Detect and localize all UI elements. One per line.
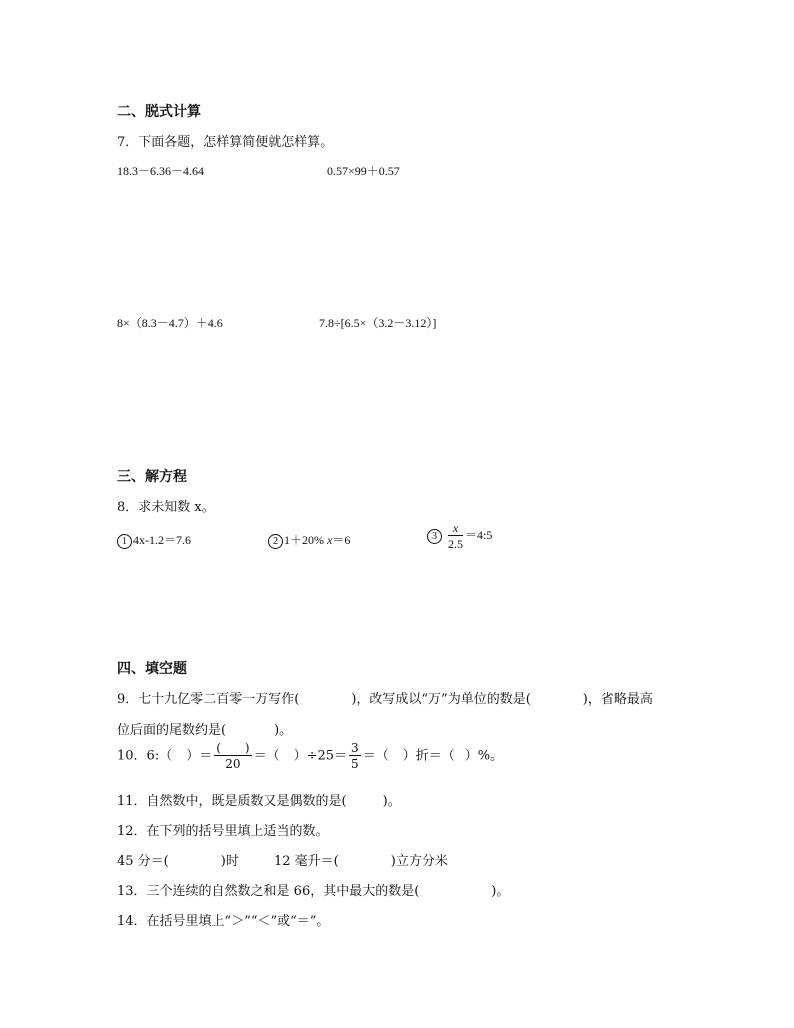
q10-p2: ＝（ bbox=[253, 748, 280, 764]
q9-part-c: )，省略最高 bbox=[582, 692, 653, 707]
equation-8-2 bbox=[268, 531, 350, 549]
fraction-numerator: x bbox=[448, 522, 463, 536]
q9-part-d: 位后面的尾数约是( bbox=[117, 723, 227, 738]
q10-fraction-2 bbox=[349, 742, 361, 770]
question-14-text: 14．在括号里填上“＞”“＜”或“＝”。 bbox=[117, 914, 330, 929]
fraction-denominator: 20 bbox=[225, 757, 241, 771]
question-12-item-1 bbox=[117, 850, 239, 869]
fraction-numerator: ( ) bbox=[216, 741, 250, 755]
fraction-denominator: 2.5 bbox=[448, 537, 463, 551]
equation-8-2-rhs: ＝6 bbox=[332, 533, 351, 547]
equation-8-3 bbox=[427, 522, 492, 550]
q12-item-2-b: )立方分米 bbox=[390, 854, 448, 869]
q10-p1: ）＝ bbox=[186, 748, 213, 764]
q12-item-2-a: 12 毫升＝( bbox=[274, 854, 339, 869]
q9-part-b: )，改写成以“万”为单位的数是( bbox=[351, 692, 531, 707]
q11-part-a: 11．自然数中，既是质数又是偶数的是( bbox=[117, 794, 347, 809]
question-8-text: 8．求未知数 x。 bbox=[117, 500, 215, 515]
equation-8-1-text: 4x-1.2＝7.6 bbox=[133, 533, 191, 547]
q9-part-e: )。 bbox=[274, 723, 293, 738]
q12-item-1-b: )时 bbox=[220, 854, 239, 869]
q11-part-b: )。 bbox=[382, 794, 401, 809]
expression-7-4: 7.8÷[6.5×（3.2－3.12）] bbox=[319, 316, 437, 330]
question-11 bbox=[117, 790, 401, 809]
equation-8-2-variable: x bbox=[327, 533, 333, 547]
equation-8-3-rhs: ＝4:5 bbox=[465, 527, 493, 542]
fraction-denominator: 5 bbox=[351, 757, 359, 771]
q9-part-a: 9．七十九亿零二百零一万写作( bbox=[117, 692, 300, 707]
fraction-numerator: 3 bbox=[351, 741, 359, 755]
q13-part-b: )。 bbox=[491, 884, 510, 899]
expression-7-2: 0.57×99＋0.57 bbox=[327, 164, 400, 178]
question-12-text: 12．在下列的括号里填上适当的数。 bbox=[117, 824, 329, 839]
q10-p6: ）%。 bbox=[464, 748, 504, 764]
equation-8-2-lhs: 1＋20% bbox=[284, 533, 324, 547]
question-12-item-2 bbox=[274, 850, 448, 869]
q10-lead: 10．6:（ bbox=[117, 748, 173, 764]
q13-part-a: 13．三个连续的自然数之和是 66，其中最大的数是( bbox=[117, 884, 420, 899]
question-9-line-1 bbox=[117, 688, 653, 707]
q12-item-1-a: 45 分＝( bbox=[117, 854, 169, 869]
q10-p3: ）÷25＝ bbox=[293, 748, 348, 764]
q10-fraction-1 bbox=[214, 742, 251, 770]
question-13 bbox=[117, 880, 509, 899]
question-7-text: 7．下面各题，怎样算简便就怎样算。 bbox=[117, 135, 334, 150]
expression-7-3: 8×（8.3－4.7）＋4.6 bbox=[117, 316, 223, 330]
question-9-line-2 bbox=[117, 719, 292, 738]
section-title-fill-blank: 四、填空题 bbox=[117, 661, 187, 677]
circled-number-1: 1 bbox=[117, 534, 132, 549]
equation-8-3-fraction bbox=[448, 522, 463, 550]
q10-p5: ）折＝（ bbox=[402, 748, 455, 764]
section-title-equations: 三、解方程 bbox=[117, 469, 187, 485]
question-10 bbox=[117, 742, 503, 770]
expression-7-1: 18.3－6.36－4.64 bbox=[117, 164, 205, 178]
q10-p4: ＝（ bbox=[362, 748, 389, 764]
circled-number-3: 3 bbox=[427, 529, 442, 544]
circled-number-2: 2 bbox=[268, 534, 283, 549]
equation-8-1 bbox=[117, 531, 191, 549]
section-title-calc: 二、脱式计算 bbox=[117, 104, 201, 120]
